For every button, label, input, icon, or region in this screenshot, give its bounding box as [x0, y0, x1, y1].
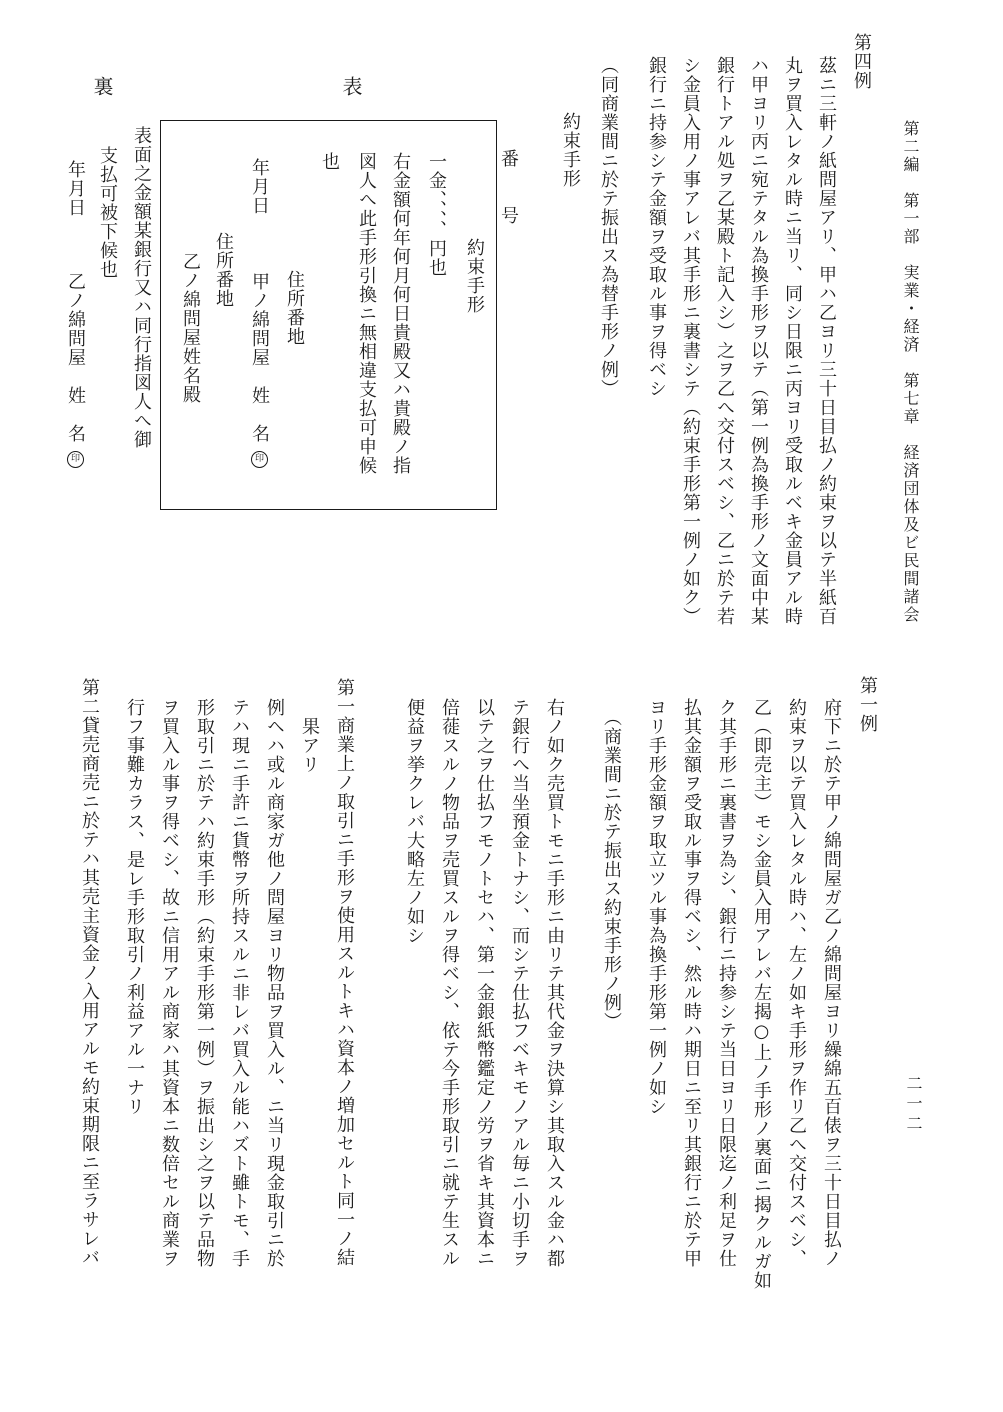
body-line: 第一商業上ノ取引ニ手形ヲ使用スルトキハ資本ノ増加セルト同一ノ結: [334, 678, 355, 1267]
form-amount: 一金、、、、円也: [426, 152, 447, 277]
body-line: 形取引ニ於テハ約束手形（約束手形第一例）ヲ振出シ之ヲ以テ品物: [194, 698, 215, 1268]
body-line: 便益ヲ挙クレバ大略左ノ如シ: [404, 698, 425, 945]
body-line: （同商業間ニ於テ振出ス為替手形ノ例）: [598, 56, 619, 398]
body-line: 例ヘハ或ル商家ガ他ノ問屋ヨリ物品ヲ買入ル、ニ当リ現金取引ニ於: [264, 698, 285, 1268]
form-number-label: 番 号: [498, 149, 519, 225]
body-line: 右ノ如ク売買トモニ手形ニ由リテ其代金ヲ決算シ其取入スル金ハ都: [544, 698, 565, 1268]
body-line: 丸ヲ買入レタル時ニ当リ、同シ日限ニ丙ヨリ受取ルベキ金員アル時: [782, 56, 803, 626]
body-line: 以テ之ヲ仕払フモノトセハ、第一金銀紙幣鑑定ノ労ヲ省キ其資本ニ: [474, 698, 495, 1268]
body-line: 倍蓰スルノ物品ヲ売買スルヲ得ベシ、依テ今手形取引ニ就テ生スル: [439, 698, 460, 1268]
body-line: 乙（即売主）モシ金員入用アレバ左揭○上ノ手形ノ裏面ニ揭クルガ如: [751, 698, 772, 1290]
back-label: 裏: [90, 76, 114, 97]
payee-address: 住所番地: [213, 232, 234, 308]
back-form-line: 表面之金額某銀行又ハ同行指図人へ御: [131, 126, 152, 449]
endorser-name: 乙ノ綿問屋 姓 名: [65, 272, 86, 443]
body-line: ク其手形ニ裏書ヲ為シ、銀行ニ持参シテ当日ヨリ日限迄ノ利足ヲ仕: [716, 698, 737, 1268]
body-line: 第二貸売商売ニ於テハ其売主資金ノ入用アルモ約束期限ニ至ラサレバ: [79, 678, 100, 1267]
body-line: テハ現ニ手許ニ貨幣ヲ所持スルニ非レバ買入ル能ハズト雖トモ、手: [229, 698, 250, 1268]
payee-name: 乙ノ綿問屋姓名殿: [180, 252, 201, 404]
running-title: 第二編 第一部 実業・経済 第七章 経済団体及ビ民間諸会: [901, 120, 920, 624]
body-line: 銀行トアル処ヲ乙某殿ト記入シ）之ヲ乙へ交付スベシ、乙ニ於テ若: [714, 56, 735, 626]
issuer-name: 甲ノ綿問屋 姓 名: [249, 272, 270, 443]
body-line: ヨリ手形金額ヲ取立ツル事為換手形第一例ノ如シ: [646, 698, 667, 1116]
body-line: 約束ヲ以テ買入レタル時ハ、左ノ如キ手形ヲ作リ乙へ交付スベシ、: [786, 698, 807, 1268]
body-line: （商業間ニ於テ振出ス約束手形ノ例）: [601, 708, 622, 1031]
body-line: 行フ事難カラス、是レ手形取引ノ利益アル一ナリ: [124, 698, 145, 1116]
body-line: 茲ニ三軒ノ紙問屋アリ、甲ハ乙ヨリ三十日目払ノ約束ヲ以テ半紙百: [816, 56, 837, 626]
body-line: 払其金額ヲ受取ル事ヲ得ベシ、然ル時ハ期日ニ至リ其銀行ニ於テ甲: [681, 698, 702, 1268]
body-line: 果アリ: [299, 698, 320, 774]
section-heading-example-4: 第四例: [851, 33, 872, 90]
seal-icon: 印: [251, 451, 268, 468]
form-date-label: 年月日: [249, 158, 270, 215]
form-title: 約束手形: [560, 112, 581, 188]
body-line: テ銀行へ当坐預金トナシ、而シテ仕払フベキモノアル毎ニ小切手ヲ: [509, 698, 530, 1268]
front-label: 表: [339, 76, 363, 97]
form-body-line: 図人へ此手形引換ニ無相違支払可申候: [356, 152, 377, 475]
body-line: シ金員入用ノ事アレバ其手形ニ裏書シテ（約束手形第一例ノ如ク）: [680, 56, 701, 626]
body-line: ハ甲ヨリ丙ニ宛テタル為換手形ヲ以テ（第一例為換手形ノ文面中某: [748, 56, 769, 626]
seal-icon: 印: [67, 451, 84, 468]
form-body-line: 右金額何年何月何日貴殿又ハ貴殿ノ指: [390, 152, 411, 475]
form-name: 約束手形: [464, 238, 485, 314]
issuer-address: 住所番地: [284, 270, 305, 346]
section-heading-example-1: 第一例: [857, 676, 878, 733]
body-line: 銀行ニ持参シテ金額ヲ受取ル事ヲ得ベシ: [646, 56, 667, 398]
back-form-date-label: 年月日: [65, 160, 86, 217]
body-line: ヲ買入ル事ヲ得ベシ、故ニ信用アル商家ハ其資本ニ数倍セル商業ヲ: [159, 698, 180, 1268]
body-line: 府下ニ於テ甲ノ綿問屋ガ乙ノ綿問屋ヨリ繰綿五百俵ヲ三十日目払ノ: [821, 698, 842, 1268]
back-form-line: 支払可被下候也: [97, 146, 118, 279]
page-number: 二一二: [904, 1075, 923, 1135]
form-body-line: 也: [319, 152, 340, 171]
